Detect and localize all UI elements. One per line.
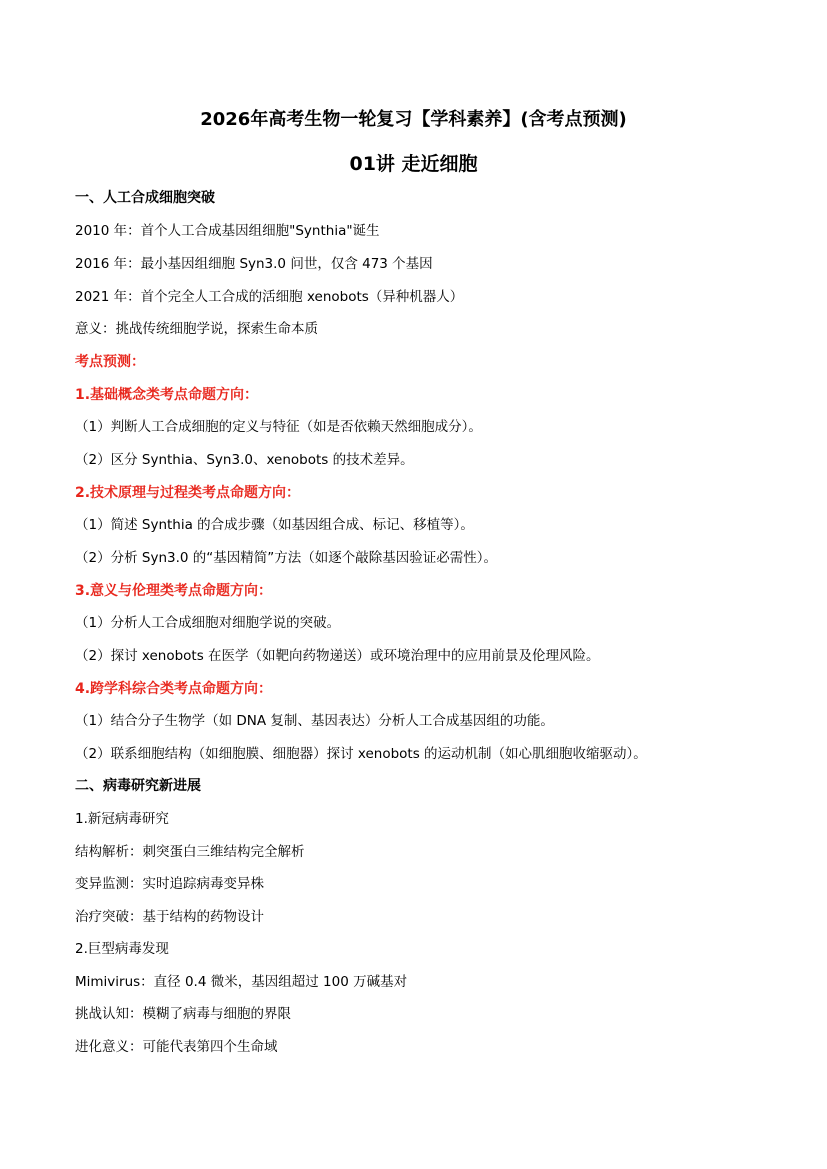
line-22: 变异监测：实时追踪病毒变异株 <box>75 876 264 892</box>
line-7: 1.基础概念类考点命题方向： <box>75 387 259 403</box>
line-26: 挑战认知：模糊了病毒与细胞的界限 <box>75 1006 291 1022</box>
line-10: 2.技术原理与过程类考点命题方向： <box>75 485 301 501</box>
line-14: （1）分析人工合成细胞对细胞学说的突破。 <box>75 615 341 631</box>
line-16: 4.跨学科综合类考点命题方向： <box>75 681 273 697</box>
line-2: 2010 年：首个人工合成基因组细胞"Synthia"诞生 <box>75 223 380 239</box>
line-5: 意义：挑战传统细胞学说，探索生命本质 <box>75 321 318 337</box>
line-12: （2）分析 Syn3.0 的“基因精简”方法（如逐个敲除基因验证必需性）。 <box>75 550 497 566</box>
line-15: （2）探讨 xenobots 在医学（如靶向药物递送）或环境治理中的应用前景及伦理风险。 <box>75 648 600 664</box>
line-25: Mimivirus：直径 0.4 微米，基因组超过 100 万碱基对 <box>75 974 408 990</box>
line-3: 2016 年：最小基因组细胞 Syn3.0 问世，仅含 473 个基因 <box>75 256 433 272</box>
line-21: 结构解析：刺突蛋白三维结构完全解析 <box>75 844 305 860</box>
line-4: 2021 年：首个完全人工合成的活细胞 xenobots（异种机器人） <box>75 289 464 305</box>
document-title: 2026年高考生物一轮复习【学科素养】(含考点预测) <box>200 109 627 130</box>
line-1: 一、人工合成细胞突破 <box>75 190 215 206</box>
line-17: （1）结合分子生物学（如 DNA 复制、基因表达）分析人工合成基因组的功能。 <box>75 713 554 729</box>
line-23: 治疗突破：基于结构的药物设计 <box>75 909 264 925</box>
line-9: （2）区分 Synthia、Syn3.0、xenobots 的技术差异。 <box>75 452 414 468</box>
line-19: 二、病毒研究新进展 <box>75 778 201 794</box>
line-27: 进化意义：可能代表第四个生命域 <box>75 1039 278 1055</box>
line-6: 考点预测： <box>75 354 145 370</box>
document-subtitle: 01讲 走近细胞 <box>349 153 478 175</box>
line-20: 1.新冠病毒研究 <box>75 811 169 827</box>
line-8: （1）判断人工合成细胞的定义与特征（如是否依赖天然细胞成分）。 <box>75 419 482 435</box>
line-13: 3.意义与伦理类考点命题方向： <box>75 583 273 599</box>
line-18: （2）联系细胞结构（如细胞膜、细胞器）探讨 xenobots 的运动机制（如心肌细胞收缩驱动）。 <box>75 746 647 762</box>
line-24: 2.巨型病毒发现 <box>75 941 169 957</box>
line-11: （1）简述 Synthia 的合成步骤（如基因组合成、标记、移植等）。 <box>75 517 474 533</box>
